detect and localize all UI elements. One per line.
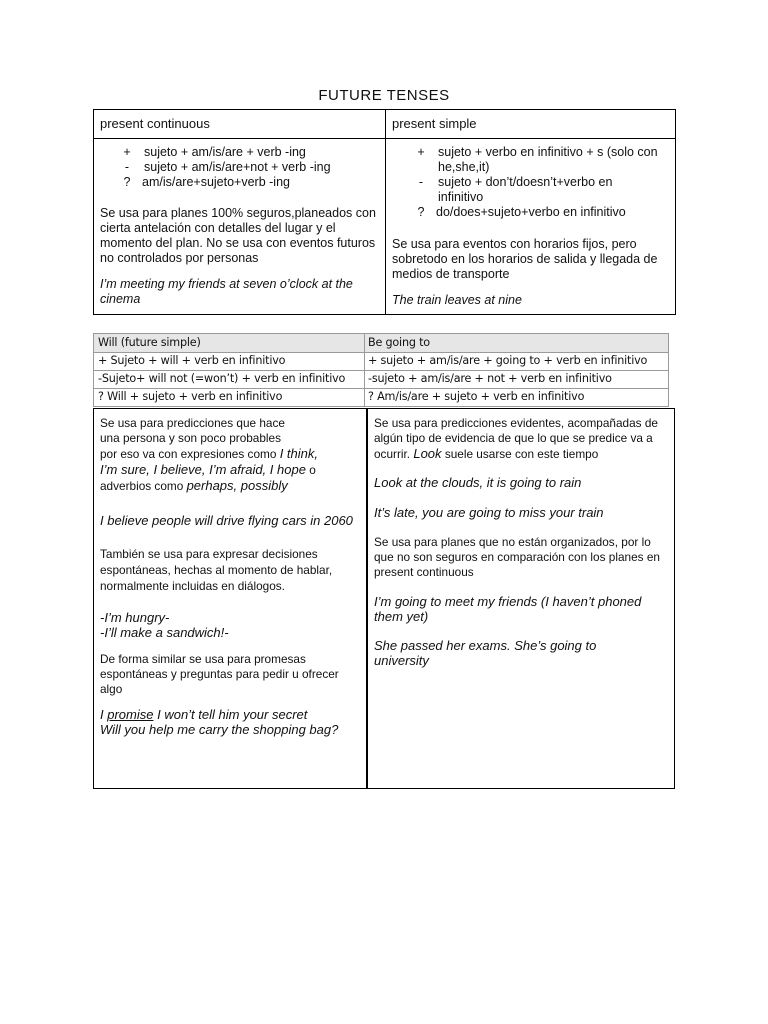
dialog-line: -I’ll make a sandwich!-: [100, 625, 229, 640]
will-usage-column: Se usa para predicciones que hace una persona y son poco probables por eso va con expresiones como I think, I’m sure, I believe, I’m afraid, I hope o adverbios como perhaps, possibly I believe people will drive flying cars in 2060 También se usa para expresar decisiones espontáneas, hechas al momento de hablar, normalmente incluidas en diálogos. -I’m hungry- -I’ll make a sandwich!- De forma similar se usa para promesas espontáneas y preguntas para pedir u ofrecer algo I promise I won’t tell him your secret Will you help me carry the shopping bag?: [100, 416, 360, 737]
going-to-header: Be going to: [368, 336, 430, 349]
rule-question: ? do/does+sujeto+verbo en infinitivo: [417, 205, 626, 219]
rule-negative: - sujeto + don’t/doesn’t+verbo en infinitivo: [418, 175, 613, 204]
example-promise: I promise I won’t tell him your secret: [100, 707, 308, 722]
plans-description: Se usa para planes que no están organizados, por lo que no son seguros en comparación con los planes en present continuous: [374, 535, 660, 579]
evidence-description: Se usa para predicciones evidentes, acompañadas de algún tipo de evidencia de que lo que se predice va a ocurrir. Look suele usarse con este tiempo: [374, 416, 658, 461]
column-divider: [364, 334, 365, 406]
rule-affirmative: + sujeto + verbo en infinitivo + s (solo con he,she,it): [417, 145, 658, 174]
usage-table: [93, 408, 675, 789]
rule-question: ? am/is/are+sujeto+verb -ing: [123, 175, 290, 189]
dialog-line: -I’m hungry-: [100, 610, 170, 625]
example-exams: She passed her exams. She’s going to university: [374, 638, 597, 668]
present-continuous-rules: [116, 145, 376, 190]
header-divider: [94, 138, 675, 139]
present-simple-description: Se usa para eventos con horarios fijos, pero sobretodo en los horarios de salida y llegada de medios de transporte: [392, 237, 658, 281]
promise-description: De forma similar se usa para promesas espontáneas y preguntas para pedir u ofrecer algo: [100, 652, 339, 696]
example-train: It’s late, you are going to miss your train: [374, 505, 604, 520]
table-row: + Sujeto + will + verb en infinitivo + sujeto + am/is/are + going to + verb en infinitivo: [94, 352, 668, 371]
present-simple-example: The train leaves at nine: [392, 293, 522, 307]
rule-negative: - sujeto + am/is/are+not + verb -ing: [124, 160, 331, 174]
will-header: Will (future simple): [98, 336, 201, 349]
present-continuous-example: I’m meeting my friends at seven o’clock at the cinema: [100, 277, 353, 306]
present-simple-header: present simple: [392, 116, 477, 131]
table-row: -Sujeto+ will not (=won’t) + verb en infinitivo -sujeto + am/is/are + not + verb en infinitivo: [94, 370, 668, 389]
table-row: ? Will + sujeto + verb en infinitivo ? Am/is/are + sujeto + verb en infinitivo: [98, 390, 585, 403]
present-simple-rules: [410, 145, 672, 220]
decision-description: También se usa para expresar decisiones espontáneas, hechas al momento de hablar, normalmente incluidas en diálogos.: [100, 547, 333, 593]
present-tenses-table: [93, 109, 676, 315]
going-to-usage-column: [374, 416, 670, 668]
will-going-to-structure-table: [93, 333, 669, 407]
example-friends: I’m going to meet my friends (I haven’t phoned them yet): [374, 594, 642, 624]
page-title: FUTURE TENSES: [318, 87, 450, 104]
column-divider: [385, 110, 386, 314]
table-header-row: [94, 334, 668, 353]
rule-affirmative: + sujeto + am/is/are + verb -ing: [123, 145, 306, 159]
example-request: Will you help me carry the shopping bag?: [100, 722, 339, 737]
present-continuous-description: Se usa para planes 100% seguros,planeados con cierta antelación con detalles del lugar y el momento del plan. No se usa con eventos futuros no controlados por personas: [100, 206, 376, 265]
example-rain: Look at the clouds, it is going to rain: [374, 475, 582, 490]
column-divider: [366, 409, 368, 788]
present-continuous-header: present continuous: [100, 116, 210, 131]
example-prediction: I believe people will drive flying cars in 2060: [100, 513, 353, 528]
